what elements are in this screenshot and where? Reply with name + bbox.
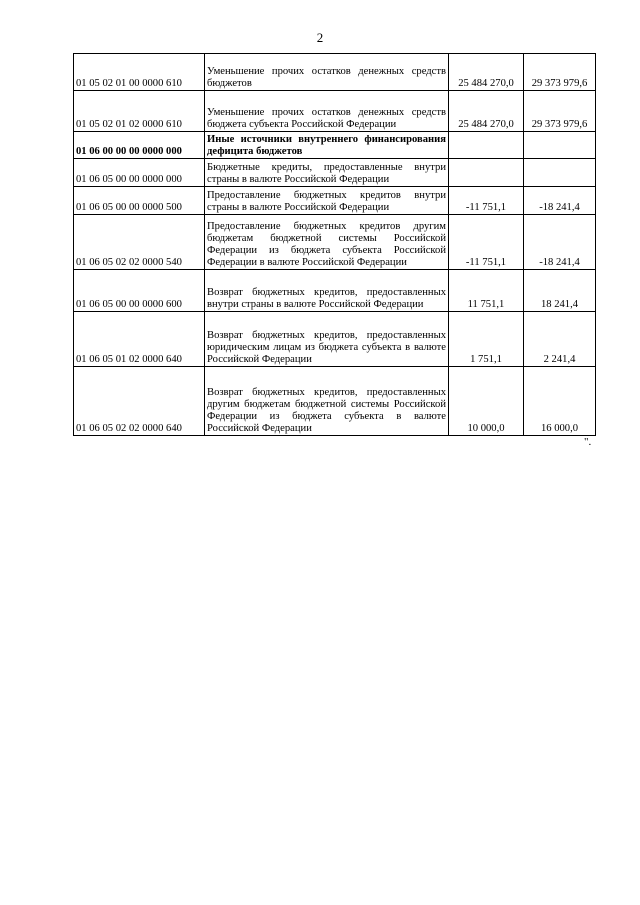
budget-code: 01 06 05 00 00 0000 600 [74, 270, 205, 312]
value-year-2: 2 241,4 [524, 312, 596, 367]
page-number: 2 [316, 30, 324, 45]
table-row [74, 312, 596, 367]
row-description: Иные источники внутреннего финансирования дефицита бюджетов [205, 132, 449, 159]
table-row [74, 54, 596, 91]
budget-code: 01 06 00 00 00 0000 000 [74, 132, 205, 159]
table-row [74, 91, 596, 132]
row-description: Предоставление бюджетных кредитов внутри страны в валюте Российской Федерации [205, 187, 449, 215]
value-year-1: 25 484 270,0 [449, 91, 524, 132]
value-year-2 [524, 159, 596, 187]
budget-code: 01 05 02 01 02 0000 610 [74, 91, 205, 132]
value-year-1: -11 751,1 [449, 215, 524, 270]
table-row [74, 187, 596, 215]
row-description: Предоставление бюджетных кредитов другим бюджетам бюджетной системы Российской Федерации из бюджета субъекта Российской Федерации в валюте Российской Федерации [205, 215, 449, 270]
table-row [74, 159, 596, 187]
budget-code: 01 06 05 01 02 0000 640 [74, 312, 205, 367]
value-year-1: 10 000,0 [449, 367, 524, 436]
budget-code: 01 06 05 00 00 0000 500 [74, 187, 205, 215]
budget-code: 01 06 05 00 00 0000 000 [74, 159, 205, 187]
value-year-2 [524, 132, 596, 159]
value-year-2: 18 241,4 [524, 270, 596, 312]
table-row [74, 270, 596, 312]
closing-quote-mark: ". [584, 436, 592, 448]
value-year-1: 11 751,1 [449, 270, 524, 312]
budget-sources-table [73, 53, 596, 436]
table-row [74, 215, 596, 270]
row-description: Возврат бюджетных кредитов, предоставленных другим бюджетам бюджетной системы Российской Федерации из бюджета субъекта в валюте Российской Федерации [205, 367, 449, 436]
value-year-2: -18 241,4 [524, 215, 596, 270]
value-year-1: 25 484 270,0 [449, 54, 524, 91]
row-description: Бюджетные кредиты, предоставленные внутри страны в валюте Российской Федерации [205, 159, 449, 187]
budget-code: 01 06 05 02 02 0000 540 [74, 215, 205, 270]
value-year-1: -11 751,1 [449, 187, 524, 215]
row-description: Уменьшение прочих остатков денежных средств бюджетов [205, 54, 449, 91]
value-year-2: 29 373 979,6 [524, 54, 596, 91]
budget-code: 01 05 02 01 00 0000 610 [74, 54, 205, 91]
value-year-1 [449, 132, 524, 159]
value-year-2: 29 373 979,6 [524, 91, 596, 132]
row-description: Уменьшение прочих остатков денежных средств бюджета субъекта Российской Федерации [205, 91, 449, 132]
value-year-2: 16 000,0 [524, 367, 596, 436]
row-description: Возврат бюджетных кредитов, предоставленных юридическим лицам из бюджета субъекта в валюте Российской Федерации [205, 312, 449, 367]
value-year-1: 1 751,1 [449, 312, 524, 367]
budget-code: 01 06 05 02 02 0000 640 [74, 367, 205, 436]
value-year-2: -18 241,4 [524, 187, 596, 215]
table-row [74, 367, 596, 436]
table-row [74, 132, 596, 159]
row-description: Возврат бюджетных кредитов, предоставленных внутри страны в валюте Российской Федерации [205, 270, 449, 312]
value-year-1 [449, 159, 524, 187]
